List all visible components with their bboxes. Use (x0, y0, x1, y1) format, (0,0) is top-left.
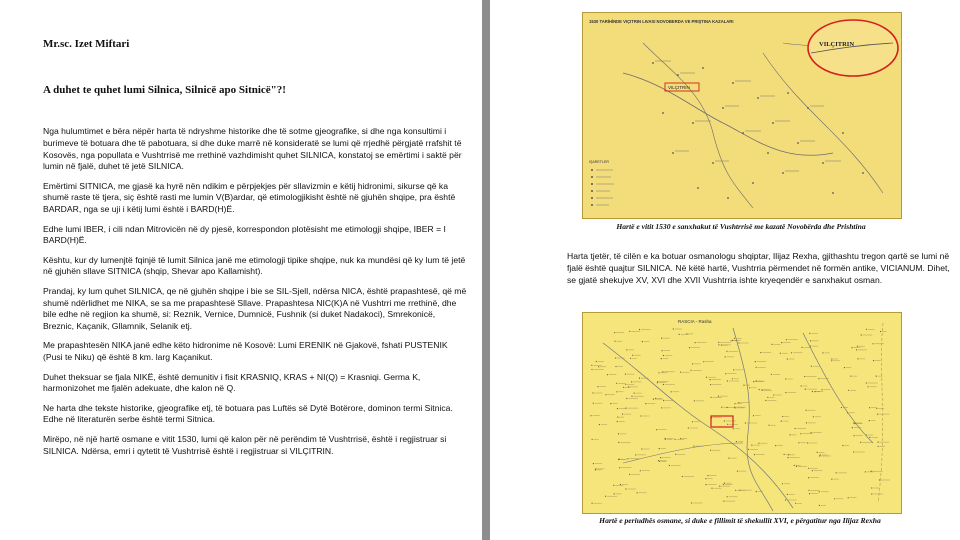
paragraph: Ne harta dhe tekste historike, gjeografike etj, të botuara pas Luftës së Dytë Botërore, dominon termi Sitnica. Edhe në literaturën serbe është termi Sitnica. (43, 402, 453, 425)
paragraph: Edhe lumi IBER, i cili ndan Mitrovicën në dy pjesë, korrespondon plotësisht me etimologji shqipe, IBER = I BARD(H)Ë. (43, 223, 446, 246)
paragraph: Mirëpo, në një hartë osmane e vitit 1530, lumi që kalon për në perëndim të Vushtrrisë, është i regjistruar si SILNICA. Ndërsa, emri i qytetit të Vushtrrisë është i regjistruar si VILÇITRIN. (43, 433, 447, 456)
document-page-right (490, 0, 960, 540)
map-rexha-top-label: RASCIA - Rasha (678, 319, 712, 324)
map-1530-header: 1530 TARİHİNDE VIÇITRIN LIVASI NOVOBERDA VE PRIŞTINA KAZALARI (589, 19, 734, 24)
map-rexha-drawing (583, 313, 901, 513)
author-name: Mr.sc. Izet Miftari (43, 38, 130, 50)
map-1530-highlight-label: VILÇITRIN (668, 85, 690, 90)
paragraph: Prandaj, ky lum quhet SILNICA, qe në gjuhën shqipe i bie se SIL-Sjell, ndërsa NICA, është prapashtesë, që më shumë ndërlidhet me NIKA, se sa me prapashtesë Sllave. Prapashtesa NIC(K)A në Vushtrri me rrethinë, dhe bile edhe në regjion ka shumë, si: Reznik, Vernice, Dumnicë, Fushnik (si duket Nadakoci), Smrekonicë, Breznic, Kaçanik, Gllamnik, Selanik etj. (43, 285, 467, 332)
right-page-paragraph: Harta tjetër, të cilën e ka botuar osmanologu shqiptar, Ilijaz Rexha, gjithashtu tregon qartë se lumi në fjalë është quajtur SILNICA. Në këtë hartë, Vushtrria përmendet në formën antike, VICIANUM. Dihet, se gjatë shekujve XV, XVI dhe XVII Vushtrria ishte kryeqendër e sanxhakut osman. (567, 251, 950, 285)
paragraph: Kështu, kur dy lumenjtë fqinjë të lumit Silnica janë me etimologji tipike shqipe, nuk ka mundësi që ky lum të jetë në gjuhën sllave SITNICA (shqip, Shevar apo Kallamisht). (43, 254, 466, 277)
map-1530-image (582, 12, 902, 219)
page-gutter (482, 0, 490, 540)
map-rexha-caption: Hartë e periudhës osmane, si duke e fillimit të shekullit XVI, e përgatitur nga Ilijaz Rexha (599, 516, 881, 525)
map-1530-drawing (583, 13, 901, 218)
paragraph: Emërtimi SITNICA, me gjasë ka hyrë nën ndikim e përpjekjes për sllavizmin e këtij hidronimi, sikurse që ka shumë raste të tjera, siç është rasti me lumin V(B)ardar, që etimologjikisht është në gjuhën shqipe, pra është BARDAR, nga se uji i këtij lumi është i BARD(H)Ë. (43, 180, 456, 215)
paragraph: Nga hulumtimet e bëra nëpër harta të ndryshme historike dhe të sotme gjeografike, si dhe nga konsultimi i burimeve të botuara dhe të pabotuara, si dhe duke marrë në konsideratë se lumi që rrjedhë përgjatë rrafshit të Kosovës, nga popullata e Vushtrrisë me rrethinë vazhdimisht quhet SILNICA, konstatoj se emërtimi i saktë për lumin në fjalë, duhet të jetë SILNICA. (43, 126, 462, 172)
map-rexha-image (582, 312, 902, 514)
paragraph: Me prapashtesën NIKA janë edhe këto hidronime në Kosovë: Lumi ERENIK në Gjakovë, fshati PUSTENIK (Pusi te Niku) që është 8 km. larg Kaçanikut. (43, 340, 448, 363)
map-1530-circle-label: VILÇITRIN (819, 41, 855, 48)
paragraph: Duhet theksuar se fjala NIKË, është demunitiv i fisit KRASNIQ, KRAS + NI(Q) = Krasniqi. Germa K, harmonizohet me fjalën adekuate, dhe kalon në Q. (43, 371, 421, 394)
map-1530-caption: Hartë e vitit 1530 e sanxhakut të Vushtrrisë me kazatë Novobërda dhe Prishtina (616, 222, 866, 231)
article-body (43, 126, 468, 465)
map-1530-legend-title: İŞARETLER (589, 160, 609, 164)
map-1530-circle (808, 20, 898, 76)
article-title: A duhet te quhet lumi Silnica, Silnicë apo Sitnicë"?! (43, 84, 286, 96)
